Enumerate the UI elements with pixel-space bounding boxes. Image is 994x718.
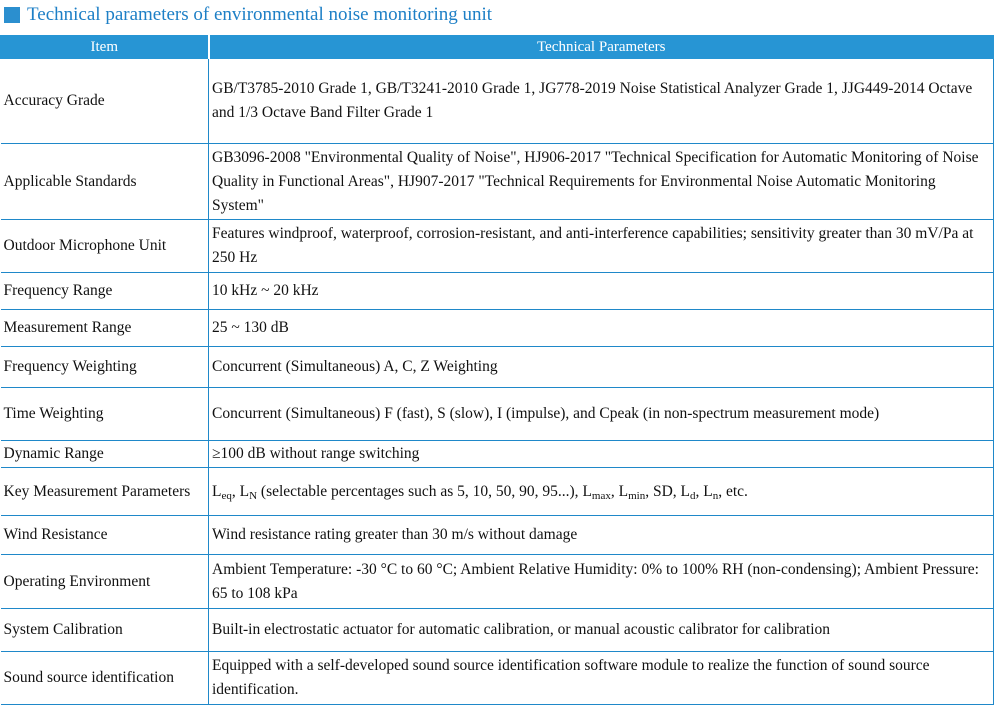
table-row — [1, 609, 994, 652]
sd-text: , SD, — [645, 482, 681, 500]
title-square-icon — [4, 7, 20, 23]
subscript-eq: eq — [221, 489, 232, 502]
table-row — [1, 310, 994, 347]
subscript-n-upper: N — [249, 489, 258, 502]
subscript-n: n — [712, 489, 719, 502]
row-value: Built-in electrostatic actuator for automatic calibration, or manual acoustic calibrator for calibration — [209, 609, 994, 652]
separator: , — [610, 482, 619, 500]
symbol-l: L — [618, 482, 629, 500]
row-item: Key Measurement Parameters — [1, 468, 209, 516]
symbol-l: L — [239, 482, 250, 500]
parameters-table — [0, 35, 994, 705]
row-item: System Calibration — [1, 609, 209, 652]
etc-text: , etc. — [718, 482, 748, 500]
row-value: 25 ~ 130 dB — [209, 310, 994, 347]
row-item: Applicable Standards — [1, 144, 209, 220]
row-value: 10 kHz ~ 20 kHz — [209, 273, 994, 310]
row-value: GB3096-2008 "Environmental Quality of Noise", HJ906-2017 "Technical Specification for Automatic Monitoring of Noise Quality in Functional Areas", HJ907-2017 "Technical Requirements for Environmental Noise Automatic Monitoring System" — [209, 144, 994, 220]
section-title-text: Technical parameters of environmental noise monitoring unit — [27, 4, 493, 25]
table-row — [1, 220, 994, 273]
table-row — [1, 273, 994, 310]
separator: , — [695, 482, 704, 500]
separator: , — [231, 482, 240, 500]
row-value: Concurrent (Simultaneous) A, C, Z Weighting — [209, 347, 994, 388]
row-value: ≥100 dB without range switching — [209, 441, 994, 468]
row-item: Accuracy Grade — [1, 59, 209, 144]
table-row — [1, 388, 994, 441]
table-row — [1, 144, 994, 220]
row-item: Frequency Range — [1, 273, 209, 310]
symbol-l: L — [582, 482, 592, 500]
subscript-min: min — [628, 489, 646, 502]
subscript-max: max — [591, 489, 611, 502]
row-item: Operating Environment — [1, 555, 209, 609]
table-row — [1, 59, 994, 144]
symbol-l: L — [680, 482, 690, 500]
row-item: Sound source identification — [1, 652, 209, 705]
row-item: Frequency Weighting — [1, 347, 209, 388]
row-value-key-parameters — [209, 468, 994, 516]
table-row — [1, 468, 994, 516]
row-value: Equipped with a self-developed sound source identification software module to realize the function of sound source identification. — [209, 652, 994, 705]
row-item: Wind Resistance — [1, 516, 209, 555]
table-header-row — [1, 36, 994, 59]
table-row — [1, 347, 994, 388]
row-value: Ambient Temperature: -30 °C to 60 °C; Ambient Relative Humidity: 0% to 100% RH (non-condensing); Ambient Pressure: 65 to 108 kPa — [209, 555, 994, 609]
table-row — [1, 516, 994, 555]
row-value: Features windproof, waterproof, corrosion-resistant, and anti-interference capabilities; sensitivity greater than 30 mV/Pa at 250 Hz — [209, 220, 994, 273]
row-item: Dynamic Range — [1, 441, 209, 468]
subscript-d: d — [690, 489, 696, 502]
header-item: Item — [1, 36, 209, 59]
header-technical-parameters: Technical Parameters — [209, 36, 994, 59]
table-row — [1, 652, 994, 705]
percentages-text: (selectable percentages such as 5, 10, 50, 90, 95...), — [257, 482, 583, 500]
table-row — [1, 441, 994, 468]
symbol-l: L — [703, 482, 713, 500]
row-item: Measurement Range — [1, 310, 209, 347]
section-title — [4, 2, 492, 28]
table-row — [1, 555, 994, 609]
row-item: Time Weighting — [1, 388, 209, 441]
row-value: Wind resistance rating greater than 30 m/s without damage — [209, 516, 994, 555]
row-item: Outdoor Microphone Unit — [1, 220, 209, 273]
symbol-l: L — [212, 482, 222, 500]
row-value: Concurrent (Simultaneous) F (fast), S (slow), I (impulse), and Cpeak (in non-spectrum measurement mode) — [209, 388, 994, 441]
row-value: GB/T3785-2010 Grade 1, GB/T3241-2010 Grade 1, JG778-2019 Noise Statistical Analyzer Grade 1, JJG449-2014 Octave and 1/3 Octave Band Filter Grade 1 — [209, 59, 994, 144]
